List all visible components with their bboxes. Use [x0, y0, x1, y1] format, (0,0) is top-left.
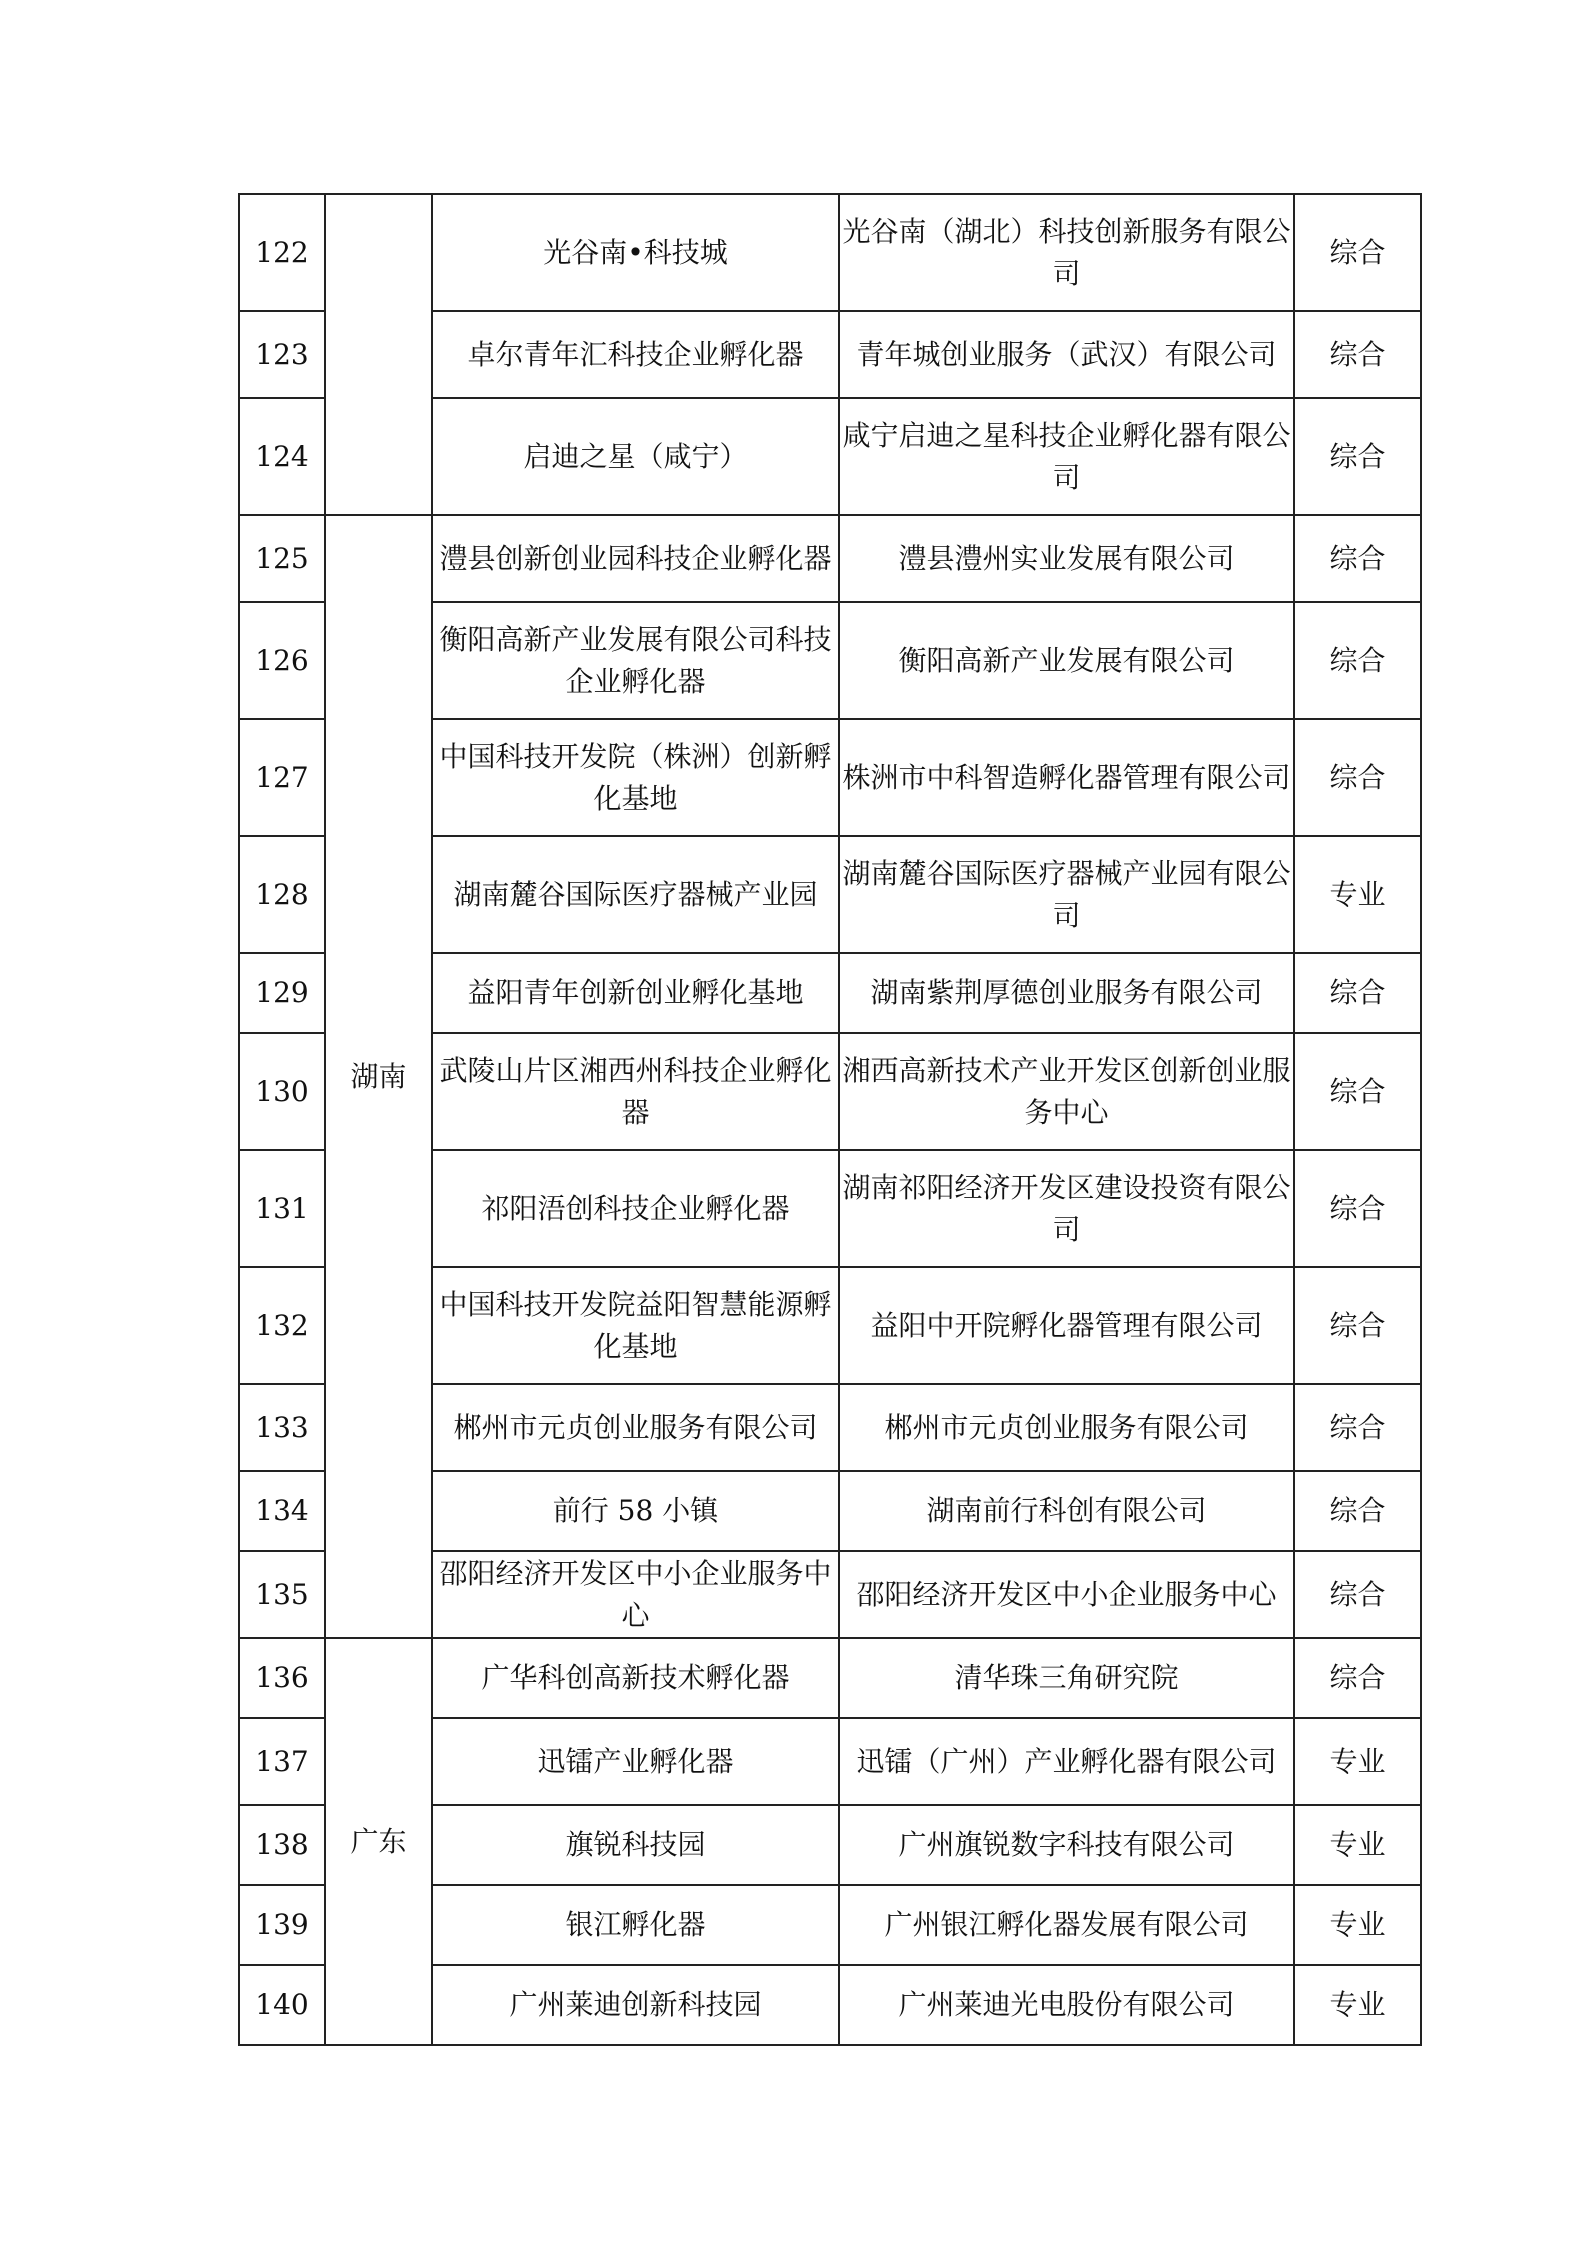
- incubator-name: 湖南麓谷国际医疗器械产业园: [432, 836, 839, 953]
- incubator-type: 综合: [1294, 311, 1421, 398]
- incubator-type: 专业: [1294, 1805, 1421, 1885]
- incubator-type: 综合: [1294, 1267, 1421, 1384]
- incubator-name: 广华科创高新技术孵化器: [432, 1638, 839, 1718]
- incubator-name: 广州莱迪创新科技园: [432, 1965, 839, 2045]
- operating-org: 湘西高新技术产业开发区创新创业服务中心: [839, 1033, 1294, 1150]
- incubator-type: 综合: [1294, 398, 1421, 515]
- incubator-name: 迅镭产业孵化器: [432, 1718, 839, 1805]
- incubator-name: 邵阳经济开发区中小企业服务中心: [432, 1551, 839, 1638]
- incubator-name: 武陵山片区湘西州科技企业孵化器: [432, 1033, 839, 1150]
- incubator-table: [238, 193, 1422, 2046]
- incubator-type: 综合: [1294, 719, 1421, 836]
- row-number: 137: [239, 1718, 325, 1805]
- operating-org: 湖南祁阳经济开发区建设投资有限公司: [839, 1150, 1294, 1267]
- operating-org: 郴州市元贞创业服务有限公司: [839, 1384, 1294, 1471]
- operating-org: 广州莱迪光电股份有限公司: [839, 1965, 1294, 2045]
- table-row: [239, 194, 1421, 311]
- row-number: 126: [239, 602, 325, 719]
- incubator-type: 综合: [1294, 1384, 1421, 1471]
- row-number: 131: [239, 1150, 325, 1267]
- incubator-name: 益阳青年创新创业孵化基地: [432, 953, 839, 1033]
- operating-org: 清华珠三角研究院: [839, 1638, 1294, 1718]
- row-number: 123: [239, 311, 325, 398]
- incubator-name: 银江孵化器: [432, 1885, 839, 1965]
- operating-org: 益阳中开院孵化器管理有限公司: [839, 1267, 1294, 1384]
- row-number: 124: [239, 398, 325, 515]
- row-number: 134: [239, 1471, 325, 1551]
- operating-org: 湖南紫荆厚德创业服务有限公司: [839, 953, 1294, 1033]
- incubator-name: 郴州市元贞创业服务有限公司: [432, 1384, 839, 1471]
- incubator-type: 专业: [1294, 836, 1421, 953]
- incubator-type: 综合: [1294, 1551, 1421, 1638]
- incubator-type: 综合: [1294, 1471, 1421, 1551]
- row-number: 130: [239, 1033, 325, 1150]
- operating-org: 邵阳经济开发区中小企业服务中心: [839, 1551, 1294, 1638]
- table-row: [239, 515, 1421, 602]
- province-cell: 湖南: [325, 515, 432, 1638]
- incubator-name: 光谷南•科技城: [432, 194, 839, 311]
- operating-org: 广州旗锐数字科技有限公司: [839, 1805, 1294, 1885]
- table-row: [239, 1638, 1421, 1718]
- incubator-name: 前行 58 小镇: [432, 1471, 839, 1551]
- row-number: 128: [239, 836, 325, 953]
- operating-org: 咸宁启迪之星科技企业孵化器有限公司: [839, 398, 1294, 515]
- incubator-name: 卓尔青年汇科技企业孵化器: [432, 311, 839, 398]
- operating-org: 青年城创业服务（武汉）有限公司: [839, 311, 1294, 398]
- operating-org: 湖南前行科创有限公司: [839, 1471, 1294, 1551]
- incubator-name: 中国科技开发院益阳智慧能源孵化基地: [432, 1267, 839, 1384]
- row-number: 140: [239, 1965, 325, 2045]
- incubator-type: 综合: [1294, 1033, 1421, 1150]
- incubator-type: 综合: [1294, 953, 1421, 1033]
- incubator-type: 综合: [1294, 602, 1421, 719]
- operating-org: 澧县澧州实业发展有限公司: [839, 515, 1294, 602]
- province-cell: 广东: [325, 1638, 432, 2045]
- incubator-name: 祁阳浯创科技企业孵化器: [432, 1150, 839, 1267]
- operating-org: 湖南麓谷国际医疗器械产业园有限公司: [839, 836, 1294, 953]
- row-number: 136: [239, 1638, 325, 1718]
- incubator-name: 衡阳高新产业发展有限公司科技企业孵化器: [432, 602, 839, 719]
- operating-org: 株洲市中科智造孵化器管理有限公司: [839, 719, 1294, 836]
- row-number: 138: [239, 1805, 325, 1885]
- incubator-name: 中国科技开发院（株洲）创新孵化基地: [432, 719, 839, 836]
- incubator-name: 旗锐科技园: [432, 1805, 839, 1885]
- operating-org: 衡阳高新产业发展有限公司: [839, 602, 1294, 719]
- row-number: 132: [239, 1267, 325, 1384]
- row-number: 135: [239, 1551, 325, 1638]
- operating-org: 迅镭（广州）产业孵化器有限公司: [839, 1718, 1294, 1805]
- row-number: 129: [239, 953, 325, 1033]
- province-cell: [325, 194, 432, 515]
- incubator-type: 专业: [1294, 1885, 1421, 1965]
- row-number: 127: [239, 719, 325, 836]
- row-number: 122: [239, 194, 325, 311]
- row-number: 125: [239, 515, 325, 602]
- incubator-type: 综合: [1294, 194, 1421, 311]
- incubator-type: 综合: [1294, 515, 1421, 602]
- row-number: 133: [239, 1384, 325, 1471]
- incubator-type: 专业: [1294, 1965, 1421, 2045]
- incubator-name: 澧县创新创业园科技企业孵化器: [432, 515, 839, 602]
- operating-org: 光谷南（湖北）科技创新服务有限公司: [839, 194, 1294, 311]
- row-number: 139: [239, 1885, 325, 1965]
- incubator-type: 综合: [1294, 1150, 1421, 1267]
- operating-org: 广州银江孵化器发展有限公司: [839, 1885, 1294, 1965]
- incubator-type: 专业: [1294, 1718, 1421, 1805]
- incubator-type: 综合: [1294, 1638, 1421, 1718]
- incubator-name: 启迪之星（咸宁）: [432, 398, 839, 515]
